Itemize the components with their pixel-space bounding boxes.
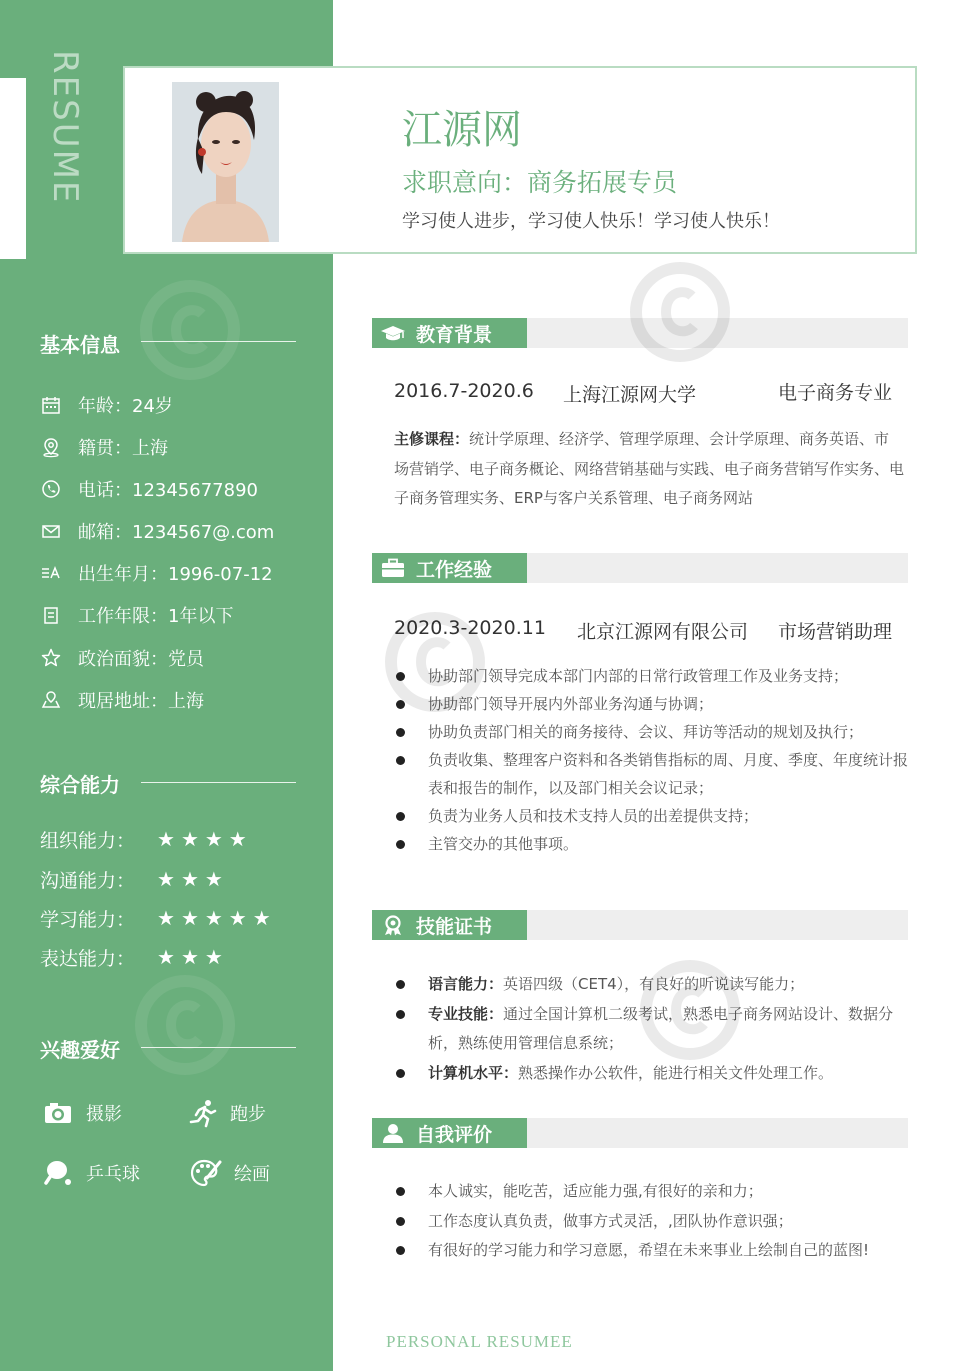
camera-icon (42, 1098, 74, 1128)
ability-label: 沟通能力： (40, 869, 136, 892)
ability-communicate (40, 865, 229, 893)
courses-label: 主修课程： (394, 430, 470, 448)
location-pin-icon (40, 436, 62, 458)
hobbies-title: 兴趣爱好 (40, 1038, 120, 1062)
ability-label: 学习能力： (40, 908, 136, 931)
education-section-bar (372, 318, 908, 348)
briefcase-icon (380, 557, 406, 579)
ping-pong-icon (42, 1158, 74, 1188)
info-birthday-text: 出生年月：1996-07-12 (78, 564, 273, 585)
birthday-icon (40, 562, 62, 584)
ability-stars: ★★★ (157, 867, 229, 891)
ability-label: 表达能力： (40, 947, 136, 970)
mail-icon (40, 520, 62, 542)
info-age (40, 392, 173, 418)
skill-text: 熟悉操作办公软件，能进行相关文件处理工作。 (518, 1063, 834, 1082)
self-eval-title: 自我评价 (416, 1123, 493, 1146)
hobbies-divider (141, 1047, 296, 1048)
ability-stars: ★★★★ (157, 827, 253, 851)
education-section-header (372, 318, 527, 348)
education-major: 电子商务专业 (778, 382, 893, 404)
work-section-header (372, 553, 527, 583)
list-item (394, 970, 910, 1000)
skill-label: 语言能力： (428, 975, 504, 993)
education-period: 2016.7-2020.6 (394, 380, 534, 402)
skill-text: 通过全国计算机二级考试，熟悉电子商务网站设计、数据分析，熟练使用管理信息系统； (428, 1004, 894, 1052)
ability-label: 组织能力： (40, 829, 136, 852)
footer-text: PERSONAL RESUMEE (386, 1332, 573, 1351)
self-eval-list (394, 1177, 910, 1266)
hobby-label: 跑步 (230, 1104, 266, 1125)
list-item: 协助部门领导开展内外部业务沟通与协调； (394, 690, 910, 718)
work-period: 2020.3-2020.11 (394, 617, 546, 639)
info-address-text: 现居地址：上海 (78, 691, 204, 712)
abilities-title: 综合能力 (40, 773, 120, 797)
work-duties-list (394, 662, 910, 858)
resume-vertical-text: RESUME (45, 50, 85, 205)
ability-stars: ★★★ (157, 945, 229, 969)
info-political-text: 政治面貌：党员 (78, 649, 204, 670)
work-title: 工作经验 (416, 558, 493, 581)
sidebar-accent-strip (0, 78, 26, 259)
skill-text: 英语四级（CET4），有良好的听说读写能力； (503, 975, 805, 993)
star-outline-icon (40, 647, 62, 669)
hobby-painting (190, 1158, 270, 1188)
user-icon (380, 1122, 406, 1144)
profile-photo (172, 82, 279, 242)
ability-express (40, 943, 229, 971)
phone-icon (40, 478, 62, 500)
certificate-icon (380, 914, 406, 936)
info-hometown-text: 籍贯：上海 (78, 438, 168, 459)
info-work-years (40, 602, 233, 628)
skill-label: 专业技能： (428, 1004, 504, 1023)
job-intent: 求职意向：商务拓展专员 (402, 168, 678, 197)
motto: 学习使人进步，学习使人快乐！学习使人快乐！ (402, 211, 780, 232)
self-eval-section-bar (372, 1118, 908, 1148)
list-item (394, 1000, 910, 1059)
info-phone-text: 电话：12345677890 (78, 480, 258, 501)
work-company: 北京江源网有限公司 (577, 621, 749, 643)
palette-icon (190, 1158, 222, 1188)
list-item: 工作态度认真负责，做事方式灵活，,团队协作意识强； (394, 1207, 910, 1237)
hobby-label: 摄影 (86, 1104, 122, 1125)
hobby-ping-pong (42, 1158, 140, 1188)
basic-info-divider (141, 341, 296, 342)
hobby-label: 乒乓球 (86, 1164, 140, 1185)
list-item: 有很好的学习能力和学习意愿，希望在未来事业上绘制自己的蓝图! (394, 1236, 910, 1266)
list-item: 协助负责部门相关的商务接待、会议、拜访等活动的规划及执行； (394, 718, 910, 746)
map-icon (40, 689, 62, 711)
resume-vertical-label (45, 50, 98, 205)
list-item: 负责为业务人员和技术支持人员的出差提供支持； (394, 802, 910, 830)
info-political (40, 645, 204, 671)
ability-stars: ★★★★★ (157, 906, 277, 930)
hobby-label: 绘画 (234, 1164, 270, 1185)
info-email (40, 518, 274, 544)
portrait-illustration (172, 82, 279, 242)
calendar-icon (40, 394, 62, 416)
running-icon (186, 1098, 218, 1128)
ability-organize (40, 825, 253, 853)
education-school: 上海江源网大学 (563, 384, 697, 406)
list-item: 负责收集、整理客户资料和各类销售指标的周、月度、季度、年度统计报表和报告的制作，以及部门相关会议记录； (394, 746, 910, 802)
education-title: 教育背景 (416, 323, 493, 346)
work-position: 市场营销助理 (778, 621, 893, 643)
courses-text: 统计学原理、经济学、管理学原理、会计学原理、商务英语、市场营销学、电子商务概论、网络营销基础与实践、电子商务营销写作实务、电子商务管理实务、ERP与客户关系管理、电子商务网站 (394, 430, 905, 507)
skills-list (394, 970, 910, 1088)
ability-learn (40, 904, 277, 932)
info-birthday (40, 560, 273, 586)
list-item: 本人诚实，能吃苦，适应能力强,有很好的亲和力； (394, 1177, 910, 1207)
abilities-divider (141, 782, 296, 783)
info-email-text: 邮箱：1234567@.com (78, 522, 275, 543)
work-section-bar (372, 553, 908, 583)
basic-info-title: 基本信息 (40, 333, 120, 357)
skill-label: 计算机水平： (428, 1063, 519, 1082)
candidate-name: 江源网 (402, 107, 522, 153)
info-work-years-text: 工作年限：1年以下 (78, 606, 234, 627)
skills-title: 技能证书 (416, 915, 493, 938)
info-age-text: 年龄：24岁 (78, 396, 173, 417)
info-phone (40, 476, 258, 502)
document-icon (40, 604, 62, 626)
list-item: 主管交办的其他事项。 (394, 830, 910, 858)
info-hometown (40, 434, 168, 460)
education-courses (394, 425, 904, 514)
skills-section-bar (372, 910, 908, 940)
skills-section-header (372, 910, 527, 940)
info-address (40, 687, 204, 713)
graduation-cap-icon (380, 322, 406, 344)
hobby-photography (42, 1098, 122, 1128)
hobby-running (186, 1098, 266, 1128)
list-item (394, 1059, 910, 1089)
self-eval-section-header (372, 1118, 527, 1148)
list-item: 协助部门领导完成本部门内部的日常行政管理工作及业务支持； (394, 662, 910, 690)
